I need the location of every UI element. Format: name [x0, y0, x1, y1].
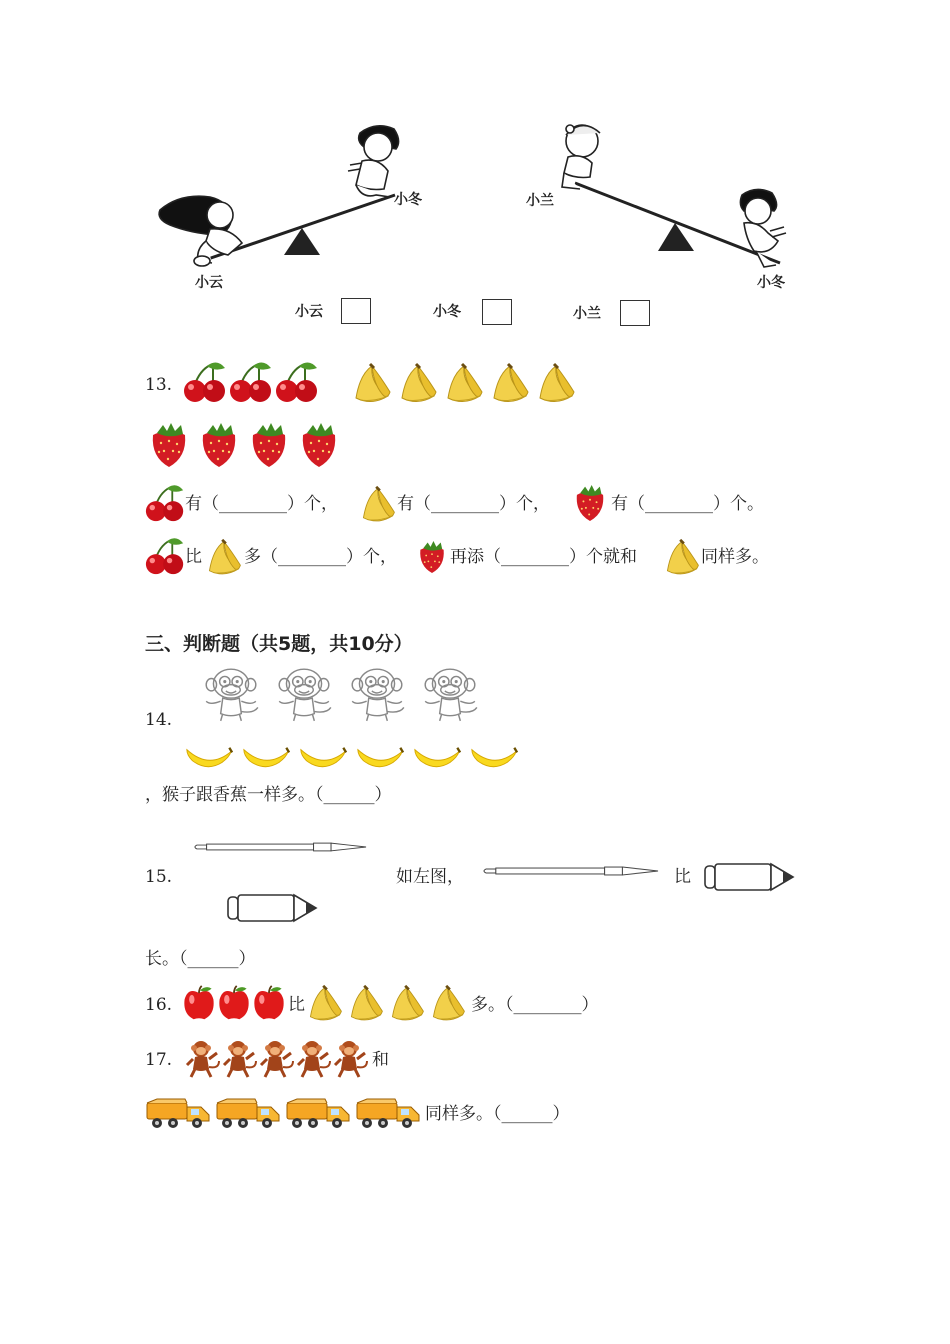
seesaw-figure	[150, 115, 810, 295]
truck-icon-row	[145, 1097, 425, 1133]
section-3-heading: 三、判断题（共5题，共10分）	[145, 633, 413, 655]
q13-line2-more-text: 多（________）个，	[244, 547, 397, 567]
cherry-icon-row	[183, 360, 323, 406]
q13-number: 13.	[145, 375, 173, 395]
answer-box-xiaoyun[interactable]	[341, 298, 371, 324]
q13-line1-strawberry-text: 有（________）个。	[611, 494, 764, 514]
q13-line2-compare-word: 比	[185, 547, 202, 567]
answer-label-2: 小冬	[433, 304, 461, 320]
q13-line1-banana-text: 有（________）个，	[397, 494, 550, 514]
answer-label-1: 小云	[295, 304, 323, 320]
pen-icon	[482, 864, 660, 878]
banana-icon-row	[350, 362, 585, 408]
label-xiaoyun: 小云	[195, 275, 223, 291]
strawberry-icon	[416, 539, 448, 575]
q17-number: 17.	[145, 1050, 173, 1070]
strawberry-icon	[572, 483, 608, 523]
pen-icon	[193, 840, 368, 854]
boy-xiaodong-icon	[348, 126, 399, 197]
yellow-banana-icon-row	[185, 743, 525, 773]
strawberry-icon-row	[147, 421, 342, 471]
monkey-icon-row	[200, 666, 495, 722]
cherry-icon	[145, 536, 185, 576]
answer-box-xiaolan[interactable]	[620, 300, 650, 326]
q13-line1-cherry-text: 有（________）个，	[185, 494, 338, 514]
cherry-icon	[145, 483, 185, 523]
label-xiaolan: 小兰	[526, 193, 554, 209]
label-xiaodong-left: 小冬	[394, 192, 422, 208]
q16-number: 16.	[145, 995, 173, 1015]
apple-icon-row	[181, 985, 289, 1023]
q15-text-b: 比	[674, 867, 691, 887]
q17-text-a: 和	[372, 1050, 389, 1070]
q16-text-a: 比	[288, 995, 305, 1015]
crayon-icon	[703, 860, 795, 894]
banana-icon	[662, 538, 702, 578]
q15-number: 15.	[145, 867, 173, 887]
label-xiaodong-right: 小冬	[757, 275, 785, 291]
brown-monkey-icon-row	[185, 1039, 370, 1079]
girl-xiaoyun-icon	[159, 196, 242, 266]
q14-number: 14.	[145, 710, 173, 730]
answer-label-3: 小兰	[573, 306, 601, 322]
q16-text-b: 多。（________）	[471, 995, 599, 1015]
q15-text-a: 如左图，	[396, 867, 464, 887]
q13-line2-same-text: 同样多。	[701, 547, 769, 567]
girl-xiaolan-icon	[562, 125, 600, 189]
answer-box-xiaodong[interactable]	[482, 299, 512, 325]
q14-text: ，猴子跟香蕉一样多。（______）	[145, 785, 392, 805]
banana-icon	[204, 538, 244, 578]
banana-icon	[358, 485, 398, 525]
q13-line2-add-text: 再添（________）个就和	[450, 547, 637, 567]
crayon-icon	[226, 891, 318, 925]
q15-text-c: 长。（______）	[145, 949, 256, 969]
q17-text-b: 同样多。（______）	[425, 1104, 570, 1124]
banana-icon-row	[305, 984, 471, 1024]
